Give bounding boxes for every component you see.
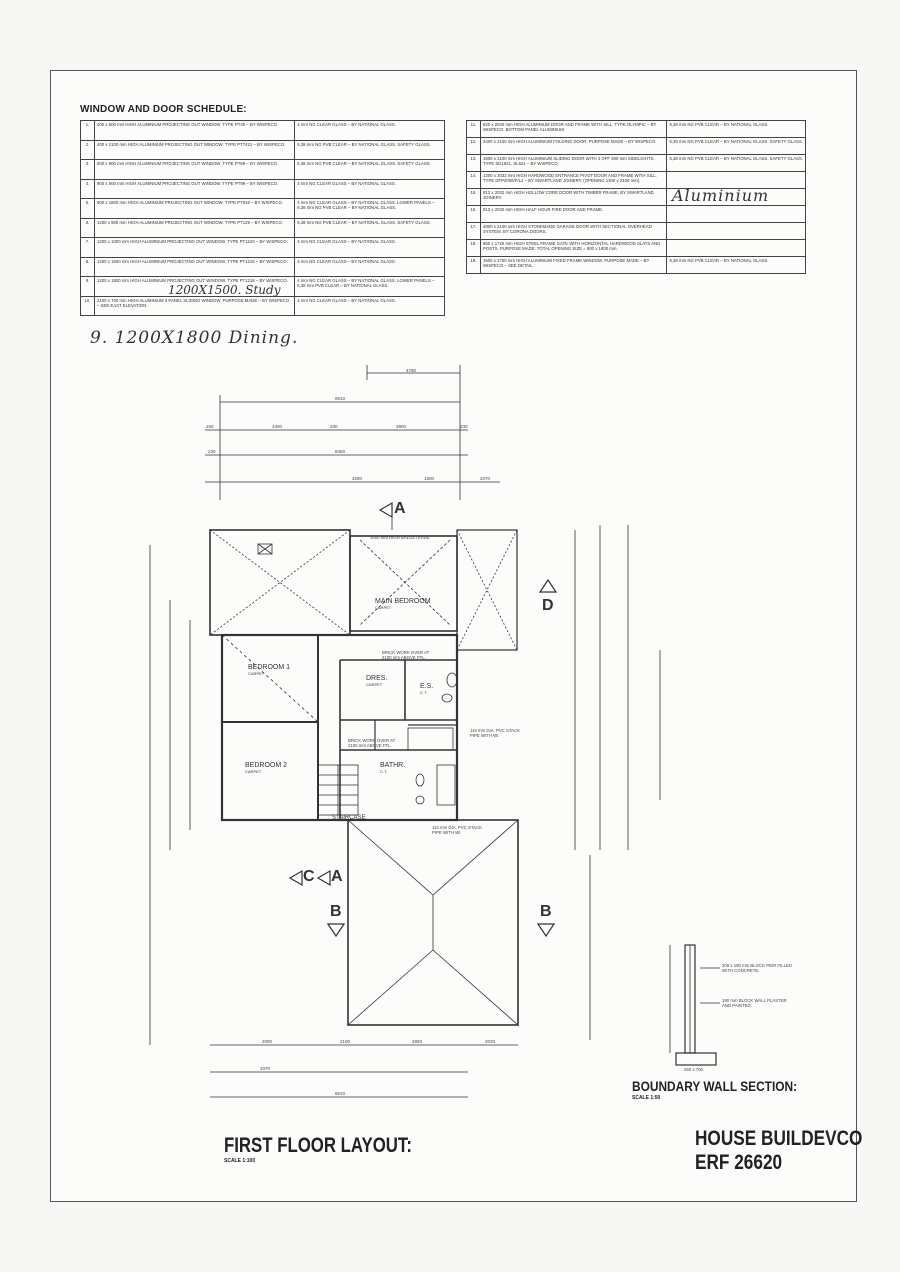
boundary-wall-title: BOUNDARY WALL SECTION: <box>632 1078 798 1094</box>
room-dres: DRES. CARPET <box>366 675 388 687</box>
dim-8450: 8450 <box>335 449 346 454</box>
schedule-desc: 850 x 1725 mm HIGH STEEL FRAME GATE WITH HORIZONTAL HARDWOOD SLATS AND POSTS. PURPOSE MADE. TOTAL OPENING SIZE = 900 x 1800 mm. <box>481 240 667 257</box>
handwritten-study-note: 1200X1500. Study <box>168 283 281 297</box>
shower <box>437 765 455 805</box>
dim-2070: 2070 <box>480 476 491 481</box>
schedule-num: 17. <box>467 223 481 240</box>
dim-3370: 3370 <box>260 1066 271 1071</box>
schedule-desc: 1200 x 900 mm HIGH ALUMINIUM PROJECTING OUT WINDOW. TYPE PT129 – BY WISPECO. <box>95 218 295 238</box>
dim-3900: 3900 <box>396 424 407 429</box>
room-bedroom-1: BEDROOM 1 CARPET <box>248 664 291 676</box>
schedule-glass: 6,38 mm NG PVB CLEAR – BY NATIONAL GLASS. <box>667 121 806 138</box>
schedule-glass: 6,38 mm NG PVB CLEAR – BY NATIONAL GLASS. SAFETY GLASS. <box>667 138 806 155</box>
note-balustrade: 1000 mm HIGH BALUSTRADE <box>370 535 430 540</box>
dim-2020: 2020 <box>485 1039 496 1044</box>
schedule-desc: 1500 x 2750 mm HIGH ALUMINIUM FIXED FRAME WINDOW. PURPOSE MADE – BY WISPECO – SEE DETAIL. <box>481 257 667 274</box>
schedule-desc: 900 x 900 mm HIGH ALUMINIUM PROJECTING OUT WINDOW. TYPE PT99 – BY WISPECO. <box>95 179 295 199</box>
section-d-right: D <box>542 597 554 614</box>
dim-230c: 230 <box>208 449 216 454</box>
schedule-desc: 4800 x 2100 mm HIGH STONEMADE GARAGE DOOR WITH SECTIONAL OVERHEAD SYSTEM. BY CORONA DOORS. <box>481 223 667 240</box>
room-staircase: STAIRCASE <box>332 815 366 821</box>
note-brick-over-1: BRICK WORK OVER AT 2100 mm ABOVE FFL. <box>382 650 430 661</box>
section-b-left-marker <box>328 924 344 936</box>
schedule-glass: 6,38 mm NG PVB CLEAR – BY NATIONAL GLASS. SAFETY GLASS. <box>295 160 445 180</box>
note-brick-over-2: BRICK WORK OVER AT 2100 mm ABOVE FFL. <box>348 738 396 749</box>
section-b-right: B <box>540 903 552 920</box>
schedule-glass: 6,38 mm NG PVB CLEAR – BY NATIONAL GLASS. SAFETY GLASS. <box>295 218 445 238</box>
schedule-glass: 6,38 mm NG PVB CLEAR – BY NATIONAL GLASS. SAFETY GLASS. <box>667 155 806 172</box>
dim-230a: 230 <box>330 424 338 429</box>
schedule-glass: 4 mm NG CLEAR GLASS – BY NATIONAL GLASS. LOWER PANELS – 6,38 mm PVB CLEAR – BY NATIONAL GLASS. <box>295 277 445 297</box>
schedule-num: 10. <box>81 296 95 316</box>
room-main-bedroom: MAIN BEDROOM CARPET <box>375 598 431 610</box>
schedule-num: 9. <box>81 277 95 297</box>
dim-2090: 2090 <box>262 1039 273 1044</box>
schedule-desc: 1200 x 1000 mm HIGH ALUMINIUM PROJECTING OUT WINDOW. TYPE PT1210 – BY WISPECO. <box>95 238 295 258</box>
schedule-num: 8. <box>81 257 95 277</box>
schedule-num: 1. <box>81 121 95 141</box>
wall-footing <box>676 1053 716 1065</box>
es-toilet <box>447 673 457 687</box>
schedule-num: 2. <box>81 140 95 160</box>
dim-3280: 3280 <box>352 476 363 481</box>
dim-230b: 230 <box>460 424 468 429</box>
schedule-glass: 4 mm NG CLEAR GLASS – BY NATIONAL GLASS. <box>295 179 445 199</box>
schedule-glass: 4 mm NG CLEAR GLASS – BY NATIONAL GLASS. <box>295 296 445 316</box>
section-d-marker <box>540 580 556 592</box>
section-a-top: A <box>394 500 406 517</box>
schedule-num: 7. <box>81 238 95 258</box>
note-pvc-stack-2: 110 mm DIA. PVC STACK PIPE WITH WI <box>432 825 482 836</box>
schedule-num: 15. <box>467 189 481 206</box>
schedule-glass: 4 mm NG CLEAR GLASS – BY NATIONAL GLASS. <box>295 238 445 258</box>
section-a-left-marker <box>318 871 330 885</box>
note-pvc-stack-1: 110 mm DIA. PVC STACK PIPE WITH WI <box>470 728 520 739</box>
section-b-left: B <box>330 903 342 920</box>
first-floor-scale: SCALE 1:100 <box>224 1158 256 1164</box>
first-floor-layout-title: FIRST FLOOR LAYOUT: <box>224 1134 412 1157</box>
dim-2100: 2100 <box>340 1039 351 1044</box>
note-footing: 250 x 700 <box>684 1067 703 1072</box>
dim-4760: 4760 <box>406 368 417 373</box>
bath-tub <box>408 728 453 750</box>
schedule-desc: 2400 x 2100 mm HIGH ALUMINIUM FOLDING DOOR. PURPOSE MADE – BY WISPECO. <box>481 138 667 155</box>
schedule-desc: 1200 x 2032 mm HIGH HARDWOOD ENTRANCE PIVOT DOOR AND FRAME WITH SILL. TYPE DFP2008/F/L2 – BY SWARTLAND JOINERY. (OPENING 1300 x 2100 mm). <box>481 172 667 189</box>
schedule-num: 12. <box>467 138 481 155</box>
schedule-title: WINDOW AND DOOR SCHEDULE: <box>80 104 247 115</box>
schedule-glass: 4 mm NG CLEAR GLASS – BY NATIONAL GLASS. <box>295 257 445 277</box>
schedule-num: 19. <box>467 257 481 274</box>
handwritten-dining-note: 9. 1200X1800 Dining. <box>90 328 299 348</box>
schedule-desc: 820 x 2040 mm HIGH ALUMINIUM DOOR AND FRAME WITH SILL. TYPE OLYMPIC – BY WISPECO. BOTTOM PANEL ALUMINIUM. <box>481 121 667 138</box>
section-a-left: A <box>331 868 343 885</box>
note-block-wall: 190 mm BLOCK WALL PLASTER AND PAINTED. <box>722 998 787 1009</box>
schedule-num: 6. <box>81 218 95 238</box>
room-es: E.S. C.T. <box>420 683 434 695</box>
schedule-desc: 1800 x 2100 mm HIGH ALUMINIUM SLIDING DOOR WITH 2 OFF 400 mm SIDELIGHTS. TYPE SD1821, SL621 – BY WISPECO. <box>481 155 667 172</box>
schedule-desc: 400 x 2100 mm HIGH ALUMINIUM PROJECTING OUT WINDOW. TYPE PT7421 – BY WISPECO. <box>95 140 295 160</box>
dim-2950: 2950 <box>412 1039 423 1044</box>
schedule-desc: 813 x 2032 mm HIGH HALF HOUR FIRE DOOR AND FRAME. <box>481 206 667 223</box>
section-a-top-marker <box>380 503 392 517</box>
schedule-glass: 4 mm NG CLEAR GLASS – BY NATIONAL GLASS. <box>295 121 445 141</box>
room-bathr: BATHR. C.T. <box>380 762 406 774</box>
boundary-wall-scale: SCALE 1:50 <box>632 1095 661 1101</box>
schedule-glass: 6,38 mm NG PVB CLEAR – BY NATIONAL GLASS. SAFETY GLASS. <box>295 140 445 160</box>
erf-title: ERF 26620 <box>695 1151 783 1174</box>
room-bedroom-2: BEDROOM 2 CARPET <box>245 762 288 774</box>
dim-8610-top: 8610 <box>335 396 346 401</box>
schedule-num: 16. <box>467 206 481 223</box>
schedule-desc: 813 x 2032 mm HIGH HOLLOW CORE DOOR WITH TIMBER FRAME. BY SWARTLAND JOINERY. <box>481 189 667 206</box>
schedule-num: 4. <box>81 179 95 199</box>
schedule-num: 11. <box>467 121 481 138</box>
section-c-marker <box>290 871 302 885</box>
section-c-left: C <box>303 868 315 885</box>
dim-4400: 4400 <box>272 424 283 429</box>
bath-basin <box>416 796 424 804</box>
schedule-desc: 500 x 900 mm HIGH ALUMINIUM PROJECTING OUT WINDOW. TYPE PT69 – BY WISPECO. <box>95 160 295 180</box>
schedule-glass: 4 mm NG CLEAR GLASS – BY NATIONAL GLASS. LOWER PANELS – 6,38 mm NG PVB CLEAR – BY NATIONAL GLASS. <box>295 199 445 219</box>
schedule-desc: 1200 x 1800 mm HIGH ALUMINIUM PROJECTING OUT WINDOW. TYPE PT1218 – BY WISPECO. <box>95 277 295 297</box>
es-basin <box>442 694 452 702</box>
schedule-desc: 900 x 1800 mm HIGH ALUMINIUM PROJECTING OUT WINDOW. TYPE PT918 – BY WISPECO. <box>95 199 295 219</box>
schedule-desc: 1200 x 1500 mm HIGH ALUMINIUM PROJECTING OUT WINDOW. TYPE PT1215 – BY WISPECO. <box>95 257 295 277</box>
schedule-num: 18. <box>467 240 481 257</box>
schedule-glass: 6,38 mm NG PVB CLEAR – BY NATIONAL GLASS. <box>667 257 806 274</box>
note-block-pier: 200 x 190 mm BLOCK PIER FILLED WITH CONCRETE. <box>722 963 792 974</box>
schedule-desc: 2100 x 700 mm HIGH ALUMINIUM 3 PANEL SLIDING WINDOW. PURPOSE MADE – BY WISPECO – SEE EAST ELEVATION. <box>95 296 295 316</box>
house-title: HOUSE BUILDEVCO <box>695 1127 863 1150</box>
schedule-desc: 400 x 800 mm HIGH ALUMINIUM PROJECTING OUT WINDOW. TYPE PT45 – BY WISPECO. <box>95 121 295 141</box>
dim-8610-bottom: 8610 <box>335 1091 346 1096</box>
schedule-num: 13. <box>467 155 481 172</box>
dim-1600: 1600 <box>424 476 435 481</box>
section-b-right-marker <box>538 924 554 936</box>
bath-toilet <box>416 774 424 786</box>
handwritten-aluminium-note: Aluminium <box>672 186 770 205</box>
schedule-num: 3. <box>81 160 95 180</box>
schedule-num: 14. <box>467 172 481 189</box>
schedule-num: 5. <box>81 199 95 219</box>
dim-150: 150 <box>206 424 214 429</box>
